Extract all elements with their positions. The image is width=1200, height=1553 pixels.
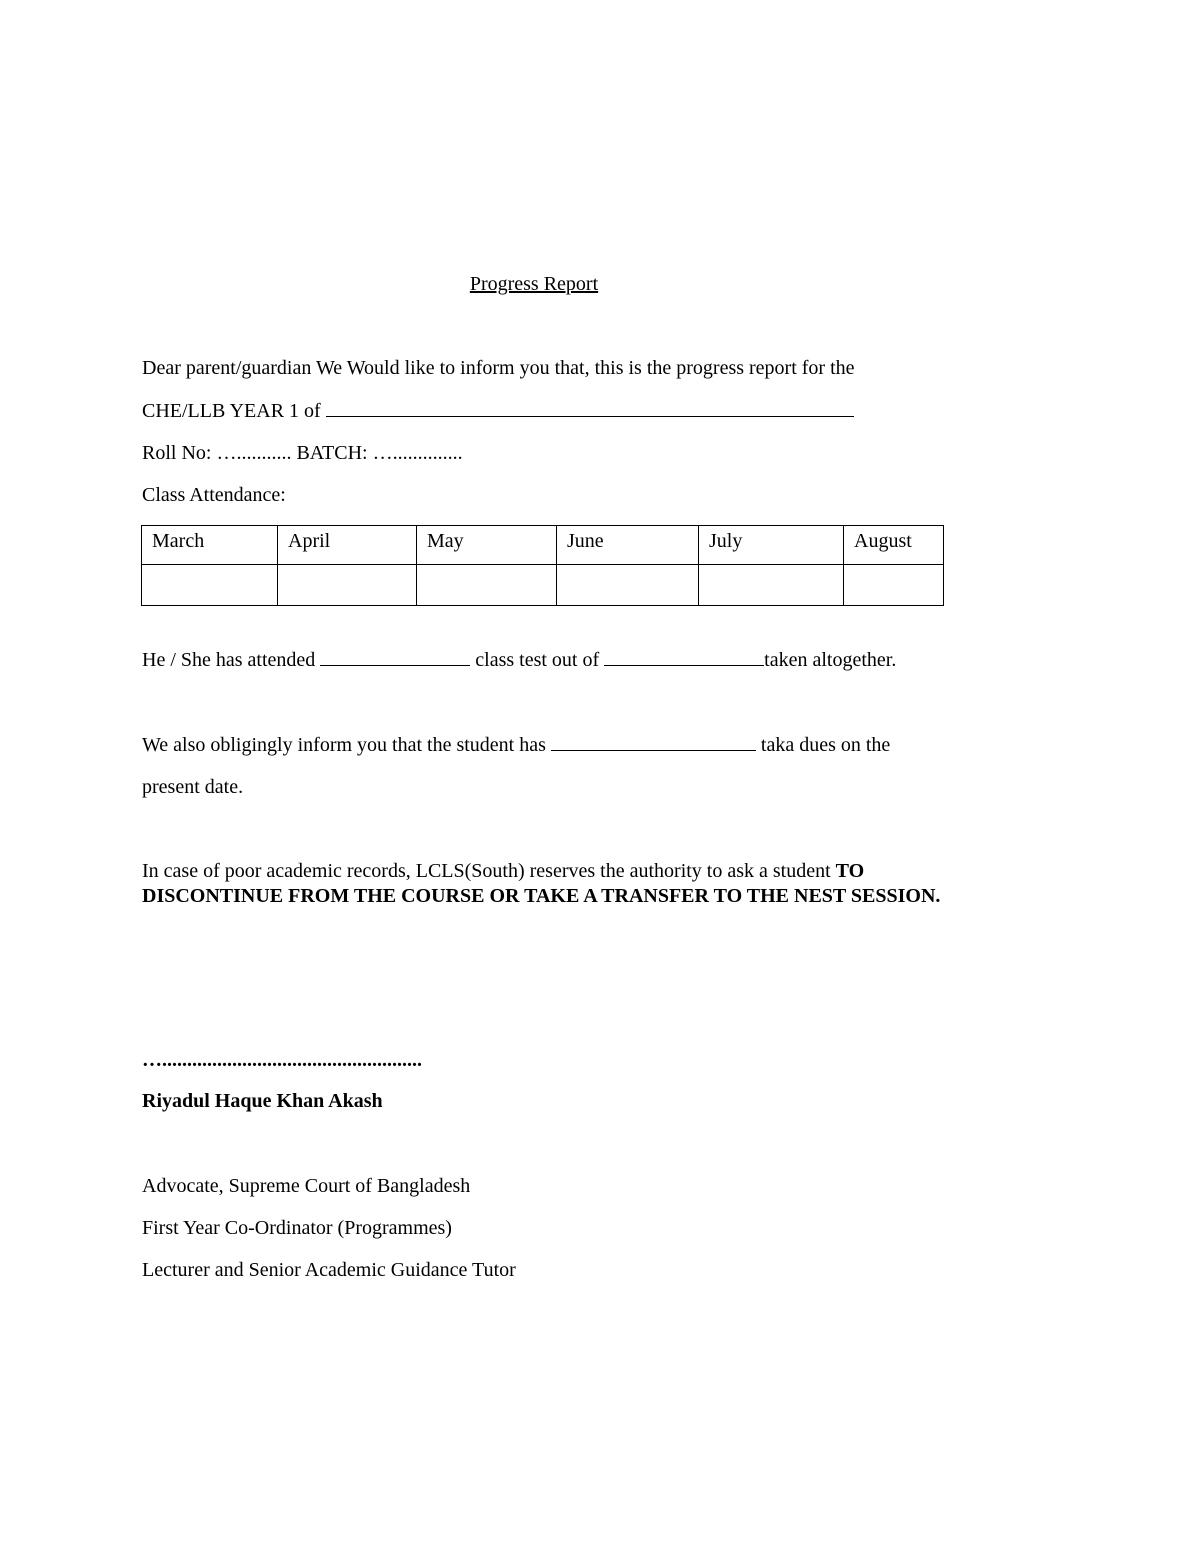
dues-part1: We also obligingly inform you that the student has (142, 734, 546, 756)
attendance-cell (557, 565, 699, 606)
roll-dots: …........... (216, 442, 292, 464)
signatory-title: First Year Co-Ordinator (Programmes) (142, 1217, 452, 1239)
dues-line (142, 732, 890, 757)
warning-line-1 (142, 859, 864, 883)
month-cell: May (417, 526, 557, 565)
total-tests-blank (604, 647, 764, 666)
attendance-cell (142, 565, 278, 606)
dues-part2: taka dues on the (760, 734, 891, 756)
batch-dots: ….............. (372, 442, 463, 464)
attendance-cell (844, 565, 944, 606)
dues-blank (551, 732, 756, 751)
warning-bold-1: TO (835, 860, 865, 882)
roll-batch-line (142, 441, 463, 465)
intro-text: Dear parent/guardian We Would like to inform you that, this is the progress report for the (142, 357, 855, 379)
batch-label: BATCH: (296, 442, 368, 464)
month-cell: July (699, 526, 844, 565)
attended-blank (320, 647, 470, 666)
program-prefix: CHE/LLB YEAR 1 of (142, 400, 321, 422)
signature-dots: ….................................................... (142, 1049, 422, 1071)
warning-normal: In case of poor academic records, LCLS(South) reserves the authority to ask a student (142, 860, 831, 882)
signatory-title: Advocate, Supreme Court of Bangladesh (142, 1175, 471, 1197)
attendance-table (141, 525, 944, 606)
signatory-title: Lecturer and Senior Academic Guidance Tutor (142, 1259, 516, 1281)
page-title: Progress Report (469, 273, 599, 295)
program-line (142, 398, 854, 423)
month-cell: June (557, 526, 699, 565)
month-cell: August (844, 526, 944, 565)
signatory-name: Riyadul Haque Khan Akash (142, 1090, 383, 1112)
roll-label: Roll No: (142, 442, 212, 464)
attendance-label: Class Attendance: (142, 484, 286, 506)
attendance-cell (417, 565, 557, 606)
attendance-header-row (142, 526, 944, 565)
warning-line-2: DISCONTINUE FROM THE COURSE OR TAKE A TRANSFER TO THE NEST SESSION. (142, 885, 941, 907)
class-test-part1: He / She has attended (142, 649, 316, 671)
month-cell: March (142, 526, 278, 565)
attendance-cell (278, 565, 417, 606)
dues-line-2: present date. (142, 776, 244, 798)
class-test-line (142, 647, 896, 672)
class-test-part3: taken altogether. (764, 649, 897, 671)
month-cell: April (278, 526, 417, 565)
attendance-cell (699, 565, 844, 606)
class-test-part2: class test out of (475, 649, 600, 671)
program-blank (326, 398, 854, 417)
attendance-value-row (142, 565, 944, 606)
